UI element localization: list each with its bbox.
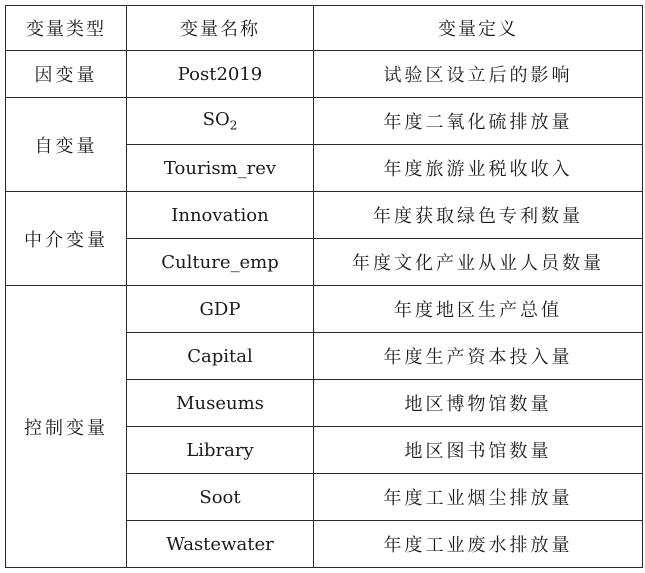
- variable-definition-cell: 年度旅游业税收收入: [314, 145, 643, 192]
- variable-definition-cell: 试验区设立后的影响: [314, 51, 643, 98]
- variable-name-subscript: 2: [229, 118, 238, 133]
- variable-name-cell: Culture_emp: [127, 239, 314, 286]
- header-variable-name: 变量名称: [127, 6, 314, 51]
- variable-definition-cell: 年度二氧化硫排放量: [314, 98, 643, 145]
- variable-name-text: SO: [202, 109, 230, 131]
- variable-table-container: [5, 5, 643, 568]
- variable-name-cell: Museums: [127, 380, 314, 427]
- variable-name-cell: Wastewater: [127, 521, 314, 568]
- variable-definition-cell: 年度地区生产总值: [314, 286, 643, 333]
- table-row: [6, 98, 643, 145]
- variable-definition-cell: 年度工业烟尘排放量: [314, 474, 643, 521]
- variable-name-cell: [127, 98, 314, 145]
- header-variable-type: 变量类型: [6, 6, 127, 51]
- variable-definition-cell: 年度获取绿色专利数量: [314, 192, 643, 239]
- variable-name-cell: Capital: [127, 333, 314, 380]
- variable-definition-cell: 年度生产资本投入量: [314, 333, 643, 380]
- variable-table: [5, 5, 643, 568]
- variable-type-cell: 中介变量: [6, 192, 127, 286]
- variable-definition-cell: 年度工业废水排放量: [314, 521, 643, 568]
- variable-name-cell: Tourism_rev: [127, 145, 314, 192]
- variable-definition-cell: 地区图书馆数量: [314, 427, 643, 474]
- variable-definition-cell: 地区博物馆数量: [314, 380, 643, 427]
- table-row: [6, 192, 643, 239]
- table-row: [6, 286, 643, 333]
- variable-definition-cell: 年度文化产业从业人员数量: [314, 239, 643, 286]
- header-row: [6, 6, 643, 51]
- variable-name-cell: Soot: [127, 474, 314, 521]
- variable-name-cell: Library: [127, 427, 314, 474]
- variable-name-cell: Innovation: [127, 192, 314, 239]
- variable-type-cell: 自变量: [6, 98, 127, 192]
- variable-name-cell: Post2019: [127, 51, 314, 98]
- variable-type-cell: 因变量: [6, 51, 127, 98]
- table-row: [6, 51, 643, 98]
- header-variable-definition: 变量定义: [314, 6, 643, 51]
- variable-type-cell: 控制变量: [6, 286, 127, 568]
- variable-name-cell: GDP: [127, 286, 314, 333]
